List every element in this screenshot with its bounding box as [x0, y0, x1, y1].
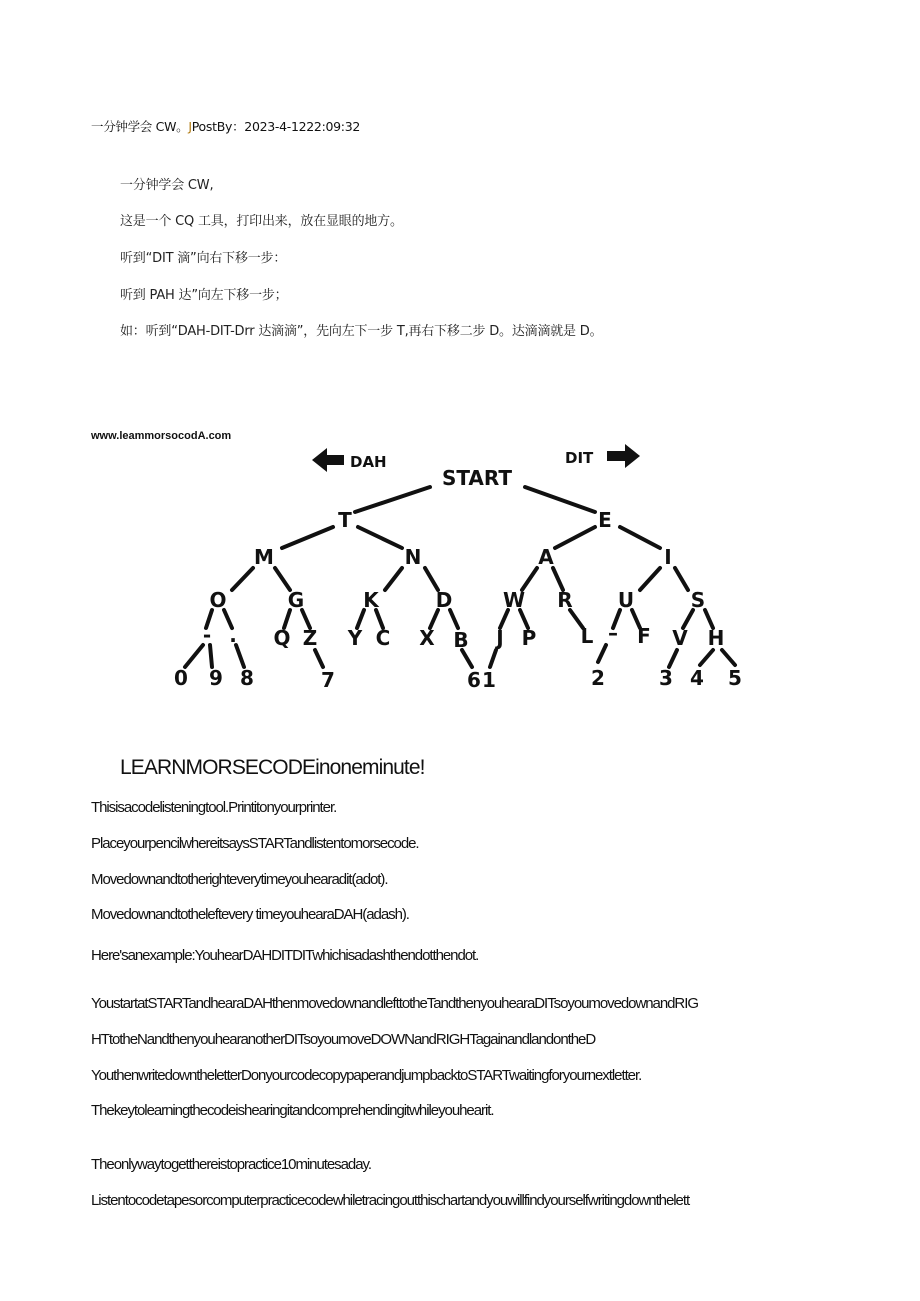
english-line-5: Here'sanexample:YouhearDAHDITDITwhichisadashthendotthendot.	[91, 947, 479, 964]
node-2: 2	[591, 666, 605, 690]
node-I: I	[664, 545, 672, 569]
node-E: E	[598, 508, 612, 532]
node-C: C	[375, 626, 391, 650]
english-line-3: Movedownandtotherighteverytimeyouhearadit(adot).	[91, 871, 388, 888]
node-O: O	[209, 588, 227, 612]
node-N: N	[404, 545, 422, 569]
node-M: M	[254, 545, 274, 569]
post-title: 一分钟学会 CW。	[91, 119, 189, 134]
node-9: 9	[209, 666, 223, 690]
node-P: P	[521, 626, 537, 650]
node-3: 3	[659, 666, 673, 690]
intro-line-3: 听到“DIT 滴”向右下移一步：	[120, 251, 287, 266]
intro-line-1: 一分钟学会 CW,	[120, 178, 214, 193]
english-heading: LEARNMORSECODEinoneminute!	[120, 756, 425, 779]
node-R: R	[557, 588, 573, 612]
node-V: V	[672, 626, 688, 650]
node-5: 5	[728, 666, 742, 690]
node-L: L	[580, 624, 594, 648]
post-prefix: J	[188, 119, 192, 134]
english-line-6: YoustartatSTARTandhearaDAHthenmovedownandlefttotheTandthenyouhearaDITsoyoumovedownandRIG	[91, 995, 698, 1012]
node-J: J	[496, 626, 504, 650]
node-dash: -	[202, 623, 212, 647]
intro-line-5: 如：听到“DAH-DIT-Drr 达滴滴”，先向左下一步 T,再右下移二步 D。达滴滴就是 D。	[120, 324, 603, 339]
english-line-11: Listentocodetapesorcomputerpracticecodewhiletracingoutthischartandyouwillfindyourselfwritingdownthelett	[91, 1192, 690, 1209]
node-G: G	[287, 588, 305, 612]
node-W: W	[502, 588, 526, 612]
node-K: K	[363, 588, 379, 612]
node-A: A	[538, 545, 554, 569]
node-4: 4	[690, 666, 704, 690]
node-8: 8	[240, 666, 254, 690]
english-line-8: YouthenwritedowntheletterDonyourcodecopypaperandjumpbacktoSTARTwaitingforyournextletter.	[91, 1067, 642, 1084]
node-S: S	[690, 588, 706, 612]
node-udash: –	[608, 621, 618, 645]
post-meta: PostBy：2023-4-1222:09:32	[191, 119, 361, 134]
node-D: D	[435, 588, 453, 612]
english-line-10: Theonlywaytogetthereistopractice10minutesaday.	[91, 1156, 371, 1173]
dah-label: DAH	[350, 453, 387, 471]
intro-line-4: 听到 PAH 达”向左下移一步；	[120, 288, 288, 303]
node-start: START	[441, 466, 513, 490]
node-B: B	[453, 628, 469, 652]
english-line-9: Thekeytolearningthecodeishearingitandcomprehendingitwhileyouhearit.	[91, 1102, 494, 1119]
node-Y: Y	[347, 626, 363, 650]
node-6: 6	[467, 668, 481, 692]
node-1: 1	[482, 668, 496, 692]
dit-arrow-icon	[607, 444, 640, 468]
node-dot: .	[229, 623, 237, 647]
node-0: 0	[174, 666, 188, 690]
node-F: F	[637, 624, 651, 648]
node-H: H	[707, 626, 725, 650]
dit-label: DIT	[565, 449, 594, 467]
english-line-1: Thisisacodelisteningtool.Printitonyourprinter.	[91, 799, 337, 816]
english-line-2: PlaceyourpencilwhereitsaysSTARTandlistentomorsecode.	[91, 835, 419, 852]
node-Z: Z	[302, 626, 318, 650]
english-line-7: HTtotheNandthenyouhearanotherDITsoyoumoveDOWNandRIGHTagainandlandontheD	[91, 1031, 596, 1048]
node-X: X	[419, 626, 435, 650]
diagram-site-label: www.leammorsocodA.com	[91, 430, 232, 442]
node-U: U	[617, 588, 635, 612]
node-7: 7	[321, 668, 335, 692]
english-line-4: Movedownandtotheleftevery timeyouhearaDAH(adash).	[91, 906, 409, 923]
node-Q: Q	[273, 626, 291, 650]
dah-arrow-icon	[312, 448, 344, 472]
node-T: T	[338, 508, 352, 532]
intro-line-2: 这是一个 CQ 工具，打印出来，放在显眼的地方。	[120, 214, 403, 229]
